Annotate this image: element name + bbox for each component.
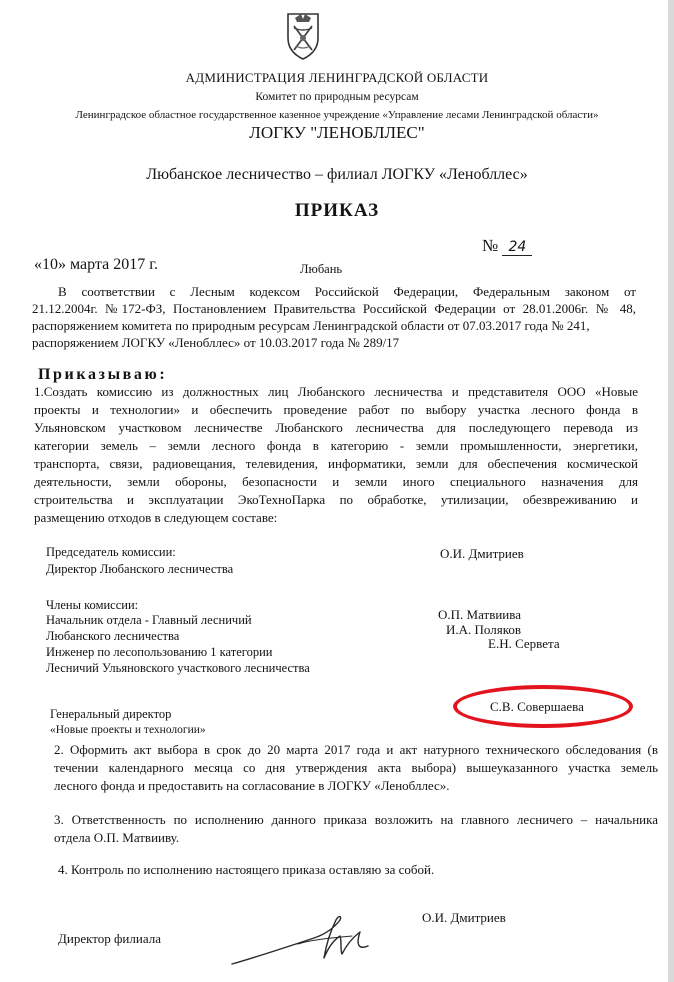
item4-line: 4. Контроль по исполнению настоящего приказа оставляю за собой. xyxy=(58,862,435,877)
handwritten-signature xyxy=(230,910,380,970)
chair-role: Директор Любанского лесничества xyxy=(46,562,234,576)
item1-line: проекты и технологии» и обеспечить проведение работ по выбору участка лесного фонда в xyxy=(34,402,638,417)
member-role: Лесничий Ульяновского участкового лесничества xyxy=(46,661,310,675)
preamble-line: 21.12.2004г. №172-ФЗ, Постановлением Правительства Российской Федерации от 28.01.2006г. № 48, xyxy=(32,301,636,316)
administration-title: АДМИНИСТРАЦИЯ ЛЕНИНГРАДСКОЙ ОБЛАСТИ xyxy=(185,70,489,85)
members-heading: Члены комиссии: xyxy=(46,598,139,612)
member-name: И.А. Поляков xyxy=(446,622,522,637)
item1-line: 1.Создать комиссию из должностных лиц Любанского лесничества и представителя ООО «Новые xyxy=(34,384,638,399)
order-date: «10» марта 2017 г. xyxy=(34,256,158,273)
document-type: ПРИКАЗ xyxy=(294,200,380,221)
preamble-line: В соответствии с Лесным кодексом Российской Федерации, Федеральным законом от xyxy=(58,284,636,299)
short-org-name: ЛОГКУ "ЛЕНОБЛЛЕС" xyxy=(249,123,425,142)
preamble-line: распоряжением ЛОГКУ «Ленобллес» от 10.03.2017 года № 289/17 xyxy=(32,335,400,350)
general-director-role: Генеральный директор xyxy=(50,707,172,721)
item1-line: строительства и эксплуатации ЭкоТехноПарка по обработке, утилизации, обезвреживанию и xyxy=(34,492,638,507)
signoff-role: Директор филиала xyxy=(58,931,161,946)
item2-line: течении календарного месяца со дня утверждения акта выбора) вышеуказанного участка земель xyxy=(54,760,658,775)
member-name: О.П. Матвиива xyxy=(438,607,521,622)
item1-line: транспорта, связи, радиовещания, телевидения, информатики, земли для обеспечения космической xyxy=(34,456,638,471)
general-director-name: С.В. Совершаева xyxy=(490,699,584,714)
item1-line: деятельности, земли обороны, безопасности и земли иного специального назначения для xyxy=(34,474,638,489)
item3-line: 3. Ответственность по исполнению данного приказа возложить на главного лесничего – начальника xyxy=(54,812,658,827)
item1-line: размещению отходов в следующем составе: xyxy=(34,510,278,525)
item1-line: категории земель – земли лесного фонда в категорию - земли промышленности, энергетики, xyxy=(34,438,638,453)
member-role: Любанского лесничества xyxy=(46,629,180,643)
committee-title: Комитет по природным ресурсам xyxy=(255,91,419,103)
number-sign: № xyxy=(482,236,499,255)
item2-line: 2. Оформить акт выбора в срок до 20 марта 2017 года и акт натурного технического обследования (в xyxy=(54,742,658,757)
number-value: 24 xyxy=(502,239,532,256)
institution-title: Ленинградское областное государственное казенное учреждение «Управление лесами Ленинградской области» xyxy=(75,109,599,121)
order-place: Любань xyxy=(300,262,343,276)
general-director-company: «Новые проекты и технологии» xyxy=(50,724,206,736)
branch-title: Любанское лесничество – филиал ЛОГКУ «Ленобллес» xyxy=(146,166,528,183)
member-role: Начальник отдела - Главный лесничий xyxy=(46,613,252,627)
item1-line: Ульяновском участковом лесничестве Любанского лесничества для последующего перевода из xyxy=(34,420,638,435)
member-role: Инженер по лесопользованию 1 категории xyxy=(46,645,273,659)
item3-line: отдела О.П. Матвииву. xyxy=(54,830,180,845)
page-edge-shadow xyxy=(668,0,674,982)
signoff-name: О.И. Дмитриев xyxy=(422,910,506,925)
order-number xyxy=(482,236,532,256)
red-highlight-ellipse xyxy=(453,685,633,728)
order-heading: Приказываю: xyxy=(38,366,168,383)
member-name: Е.Н. Сервета xyxy=(488,636,560,651)
item2-line: лесного фонда и предоставить на согласование в ЛОГКУ «Ленобллес». xyxy=(54,778,450,793)
chair-name: О.И. Дмитриев xyxy=(440,546,524,561)
preamble-line: распоряжением комитета по природным ресурсам Ленинградской области от 07.03.2017 года № 241, xyxy=(32,318,590,333)
chair-heading: Председатель комиссии: xyxy=(46,545,176,559)
coat-of-arms-icon xyxy=(283,10,323,62)
